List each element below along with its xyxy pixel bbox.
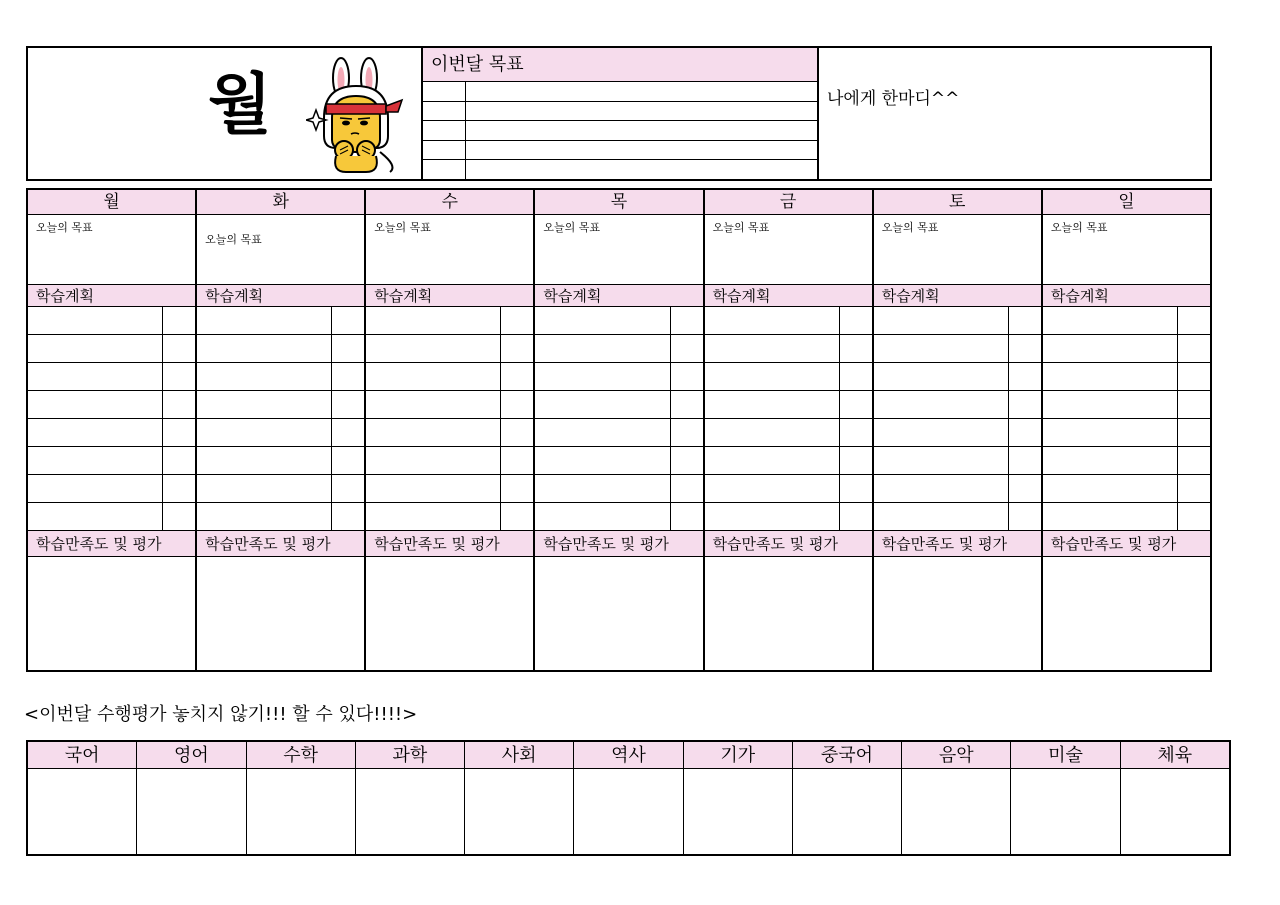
day-goal-box[interactable] (535, 215, 702, 285)
day-goal-label: 오늘의 목표 (1050, 221, 1108, 234)
day-goal-label: 오늘의 목표 (543, 221, 601, 234)
plan-row (366, 363, 533, 391)
plan-check-cell[interactable] (840, 307, 872, 334)
plan-row (705, 503, 872, 530)
plan-item-cell[interactable] (366, 335, 501, 362)
subject-column (1121, 742, 1229, 854)
subject-name: 음악 (902, 742, 1010, 769)
plan-label: 학습계획 (535, 285, 702, 307)
plan-row (366, 391, 533, 419)
plan-row (874, 391, 1041, 419)
month-cell (28, 48, 423, 179)
day-goal-box[interactable] (366, 215, 533, 285)
subject-name: 기가 (684, 742, 792, 769)
monthly-goal-box (423, 48, 819, 179)
plan-row (874, 503, 1041, 530)
plan-table (705, 307, 872, 531)
plan-row (28, 307, 195, 335)
day-goal-box[interactable] (1043, 215, 1210, 285)
plan-item-cell[interactable] (366, 447, 501, 474)
subject-notes-cell[interactable] (28, 769, 136, 854)
plan-item-cell[interactable] (705, 363, 840, 390)
plan-item-cell[interactable] (705, 419, 840, 446)
assessment-title: <이번달 수행평가 놓치지 않기!!! 할 수 있다!!!!> (24, 704, 418, 725)
subject-assessment-table (26, 740, 1231, 856)
day-name: 목 (535, 190, 702, 215)
plan-row (197, 391, 364, 419)
plan-row (366, 447, 533, 475)
subject-column (793, 742, 902, 854)
evaluation-label: 학습만족도 및 평가 (535, 531, 702, 557)
plan-item-cell[interactable] (366, 363, 501, 390)
plan-row (1043, 335, 1210, 363)
plan-check-cell[interactable] (1009, 447, 1041, 474)
plan-table (1043, 307, 1210, 531)
day-name: 화 (197, 190, 364, 215)
plan-row (874, 335, 1041, 363)
plan-label: 학습계획 (366, 285, 533, 307)
subject-column (574, 742, 683, 854)
plan-check-cell[interactable] (332, 307, 364, 334)
goal-check-cell[interactable] (423, 121, 466, 140)
goal-row (423, 121, 817, 141)
day-name: 토 (874, 190, 1041, 215)
plan-check-cell[interactable] (671, 503, 703, 530)
plan-check-cell[interactable] (1009, 363, 1041, 390)
evaluation-box[interactable] (705, 557, 872, 670)
plan-row (1043, 307, 1210, 335)
day-column (366, 190, 535, 670)
plan-check-cell[interactable] (501, 391, 533, 418)
evaluation-label: 학습만족도 및 평가 (197, 531, 364, 557)
goal-check-cell[interactable] (423, 141, 466, 160)
plan-check-cell[interactable] (1178, 503, 1210, 530)
plan-row (874, 475, 1041, 503)
plan-check-cell[interactable] (1009, 419, 1041, 446)
subject-name: 역사 (574, 742, 682, 769)
plan-item-cell[interactable] (874, 447, 1009, 474)
plan-table (535, 307, 702, 531)
day-name: 일 (1043, 190, 1210, 215)
subject-notes-cell[interactable] (1011, 769, 1119, 854)
plan-check-cell[interactable] (1178, 363, 1210, 390)
subject-notes-cell[interactable] (465, 769, 573, 854)
plan-row (28, 335, 195, 363)
plan-row (705, 307, 872, 335)
plan-row (535, 475, 702, 503)
plan-row (1043, 419, 1210, 447)
plan-row (535, 363, 702, 391)
evaluation-label: 학습만족도 및 평가 (1043, 531, 1210, 557)
plan-item-cell[interactable] (705, 503, 840, 530)
plan-row (197, 447, 364, 475)
evaluation-box[interactable] (28, 557, 195, 670)
plan-item-cell[interactable] (874, 363, 1009, 390)
plan-check-cell[interactable] (163, 335, 195, 362)
goal-check-cell[interactable] (423, 102, 466, 121)
day-goal-box[interactable] (197, 215, 364, 285)
plan-item-cell[interactable] (874, 391, 1009, 418)
plan-table (197, 307, 364, 531)
plan-check-cell[interactable] (840, 391, 872, 418)
plan-item-cell[interactable] (874, 307, 1009, 334)
goal-text-cell[interactable] (466, 160, 817, 179)
day-goal-label: 오늘의 목표 (205, 233, 262, 246)
day-column (535, 190, 704, 670)
plan-check-cell[interactable] (163, 419, 195, 446)
goal-check-cell[interactable] (423, 82, 466, 101)
plan-item-cell[interactable] (366, 419, 501, 446)
monthly-goal-title: 이번달 목표 (423, 48, 817, 82)
goal-text-cell[interactable] (466, 102, 817, 121)
subject-name: 체육 (1121, 742, 1229, 769)
plan-check-cell[interactable] (840, 419, 872, 446)
plan-check-cell[interactable] (163, 363, 195, 390)
plan-row (874, 307, 1041, 335)
plan-check-cell[interactable] (332, 363, 364, 390)
plan-check-cell[interactable] (1009, 503, 1041, 530)
plan-row (535, 391, 702, 419)
plan-row (1043, 391, 1210, 419)
plan-item-cell[interactable] (1043, 447, 1178, 474)
plan-row (197, 307, 364, 335)
header-panel (26, 46, 1212, 181)
plan-check-cell[interactable] (671, 363, 703, 390)
plan-item-cell[interactable] (1043, 307, 1178, 334)
plan-item-cell[interactable] (197, 363, 332, 390)
day-goal-label: 오늘의 목표 (374, 221, 431, 234)
plan-row (28, 363, 195, 391)
plan-row (535, 503, 702, 530)
evaluation-box[interactable] (535, 557, 702, 670)
plan-check-cell[interactable] (671, 447, 703, 474)
goal-text-cell[interactable] (466, 141, 817, 160)
plan-check-cell[interactable] (1009, 307, 1041, 334)
plan-row (197, 363, 364, 391)
day-column (197, 190, 366, 670)
plan-check-cell[interactable] (163, 503, 195, 530)
month-label: 월 (208, 66, 270, 143)
plan-item-cell[interactable] (535, 391, 670, 418)
plan-item-cell[interactable] (197, 419, 332, 446)
subject-notes-cell[interactable] (137, 769, 245, 854)
plan-row (366, 503, 533, 530)
plan-check-cell[interactable] (501, 335, 533, 362)
plan-row (366, 475, 533, 503)
subject-column (902, 742, 1011, 854)
plan-row (1043, 363, 1210, 391)
plan-row (366, 419, 533, 447)
plan-item-cell[interactable] (28, 307, 163, 334)
plan-row (535, 419, 702, 447)
day-goal-label: 오늘의 목표 (881, 221, 939, 234)
plan-item-cell[interactable] (535, 419, 670, 446)
plan-item-cell[interactable] (366, 307, 501, 334)
plan-check-cell[interactable] (163, 475, 195, 502)
plan-check-cell[interactable] (332, 391, 364, 418)
plan-check-cell[interactable] (501, 503, 533, 530)
day-column (874, 190, 1043, 670)
plan-check-cell[interactable] (332, 447, 364, 474)
plan-check-cell[interactable] (1178, 335, 1210, 362)
subject-notes-cell[interactable] (793, 769, 901, 854)
plan-row (197, 475, 364, 503)
subject-name: 미술 (1011, 742, 1119, 769)
plan-check-cell[interactable] (671, 475, 703, 502)
plan-row (366, 335, 533, 363)
goal-row (423, 141, 817, 161)
plan-item-cell[interactable] (1043, 363, 1178, 390)
plan-item-cell[interactable] (1043, 335, 1178, 362)
plan-row (705, 335, 872, 363)
plan-item-cell[interactable] (197, 447, 332, 474)
self-note-box[interactable] (819, 48, 1210, 179)
subject-column (465, 742, 574, 854)
evaluation-box[interactable] (874, 557, 1041, 670)
plan-check-cell[interactable] (840, 503, 872, 530)
plan-check-cell[interactable] (1009, 391, 1041, 418)
day-column (1043, 190, 1210, 670)
plan-item-cell[interactable] (366, 503, 501, 530)
weekly-planner (26, 188, 1212, 672)
plan-row (535, 447, 702, 475)
plan-row (705, 447, 872, 475)
plan-item-cell[interactable] (705, 307, 840, 334)
plan-check-cell[interactable] (1178, 419, 1210, 446)
plan-check-cell[interactable] (840, 363, 872, 390)
plan-row (1043, 475, 1210, 503)
evaluation-label: 학습만족도 및 평가 (366, 531, 533, 557)
subject-notes-cell[interactable] (574, 769, 682, 854)
plan-item-cell[interactable] (28, 391, 163, 418)
plan-row (705, 475, 872, 503)
plan-check-cell[interactable] (332, 335, 364, 362)
plan-check-cell[interactable] (163, 307, 195, 334)
subject-notes-cell[interactable] (247, 769, 355, 854)
evaluation-box[interactable] (197, 557, 364, 670)
plan-row (874, 419, 1041, 447)
goal-text-cell[interactable] (466, 121, 817, 140)
plan-row (874, 363, 1041, 391)
plan-row (366, 307, 533, 335)
plan-check-cell[interactable] (671, 307, 703, 334)
subject-column (28, 742, 137, 854)
plan-row (535, 335, 702, 363)
plan-item-cell[interactable] (366, 391, 501, 418)
plan-item-cell[interactable] (28, 363, 163, 390)
subject-column (356, 742, 465, 854)
day-goal-box[interactable] (28, 215, 195, 285)
plan-check-cell[interactable] (1178, 475, 1210, 502)
day-column (705, 190, 874, 670)
day-goal-label: 오늘의 목표 (36, 221, 93, 234)
day-goal-label: 오늘의 목표 (712, 221, 770, 234)
plan-row (28, 447, 195, 475)
plan-check-cell[interactable] (1178, 391, 1210, 418)
plan-check-cell[interactable] (332, 419, 364, 446)
subject-name: 국어 (28, 742, 136, 769)
plan-item-cell[interactable] (366, 475, 501, 502)
plan-check-cell[interactable] (501, 307, 533, 334)
plan-check-cell[interactable] (671, 391, 703, 418)
plan-item-cell[interactable] (28, 419, 163, 446)
plan-check-cell[interactable] (1178, 307, 1210, 334)
day-name: 수 (366, 190, 533, 215)
plan-row (1043, 447, 1210, 475)
rabbit-headband-mascot-icon (306, 56, 406, 174)
plan-item-cell[interactable] (535, 307, 670, 334)
plan-item-cell[interactable] (197, 503, 332, 530)
evaluation-box[interactable] (1043, 557, 1210, 670)
plan-item-cell[interactable] (705, 335, 840, 362)
plan-check-cell[interactable] (332, 503, 364, 530)
goal-row (423, 160, 817, 179)
subject-column (1011, 742, 1120, 854)
plan-item-cell[interactable] (874, 475, 1009, 502)
plan-item-cell[interactable] (705, 447, 840, 474)
plan-check-cell[interactable] (332, 475, 364, 502)
plan-item-cell[interactable] (535, 447, 670, 474)
plan-item-cell[interactable] (535, 335, 670, 362)
plan-table (874, 307, 1041, 531)
plan-label: 학습계획 (1043, 285, 1210, 307)
goal-text-cell[interactable] (466, 82, 817, 101)
day-goal-box[interactable] (874, 215, 1041, 285)
plan-row (28, 391, 195, 419)
plan-check-cell[interactable] (1009, 475, 1041, 502)
plan-check-cell[interactable] (501, 419, 533, 446)
plan-item-cell[interactable] (874, 503, 1009, 530)
plan-label: 학습계획 (197, 285, 364, 307)
plan-row (1043, 503, 1210, 530)
plan-check-cell[interactable] (1009, 335, 1041, 362)
plan-item-cell[interactable] (874, 419, 1009, 446)
plan-check-cell[interactable] (163, 391, 195, 418)
goal-row (423, 82, 817, 102)
plan-row (705, 419, 872, 447)
day-name: 월 (28, 190, 195, 215)
plan-check-cell[interactable] (501, 447, 533, 474)
evaluation-label: 학습만족도 및 평가 (28, 531, 195, 557)
plan-label: 학습계획 (28, 285, 195, 307)
subject-column (247, 742, 356, 854)
plan-row (197, 419, 364, 447)
subject-name: 중국어 (793, 742, 901, 769)
subject-notes-cell[interactable] (902, 769, 1010, 854)
plan-row (28, 475, 195, 503)
plan-check-cell[interactable] (1178, 447, 1210, 474)
plan-item-cell[interactable] (535, 503, 670, 530)
day-name: 금 (705, 190, 872, 215)
plan-item-cell[interactable] (197, 391, 332, 418)
plan-row (197, 503, 364, 530)
plan-check-cell[interactable] (671, 335, 703, 362)
plan-check-cell[interactable] (163, 447, 195, 474)
subject-name: 과학 (356, 742, 464, 769)
plan-item-cell[interactable] (1043, 475, 1178, 502)
subject-name: 사회 (465, 742, 573, 769)
self-note-label: 나에게 한마디^^ (827, 89, 960, 109)
plan-table (28, 307, 195, 531)
plan-item-cell[interactable] (197, 335, 332, 362)
plan-label: 학습계획 (874, 285, 1041, 307)
plan-item-cell[interactable] (1043, 419, 1178, 446)
plan-check-cell[interactable] (501, 363, 533, 390)
plan-item-cell[interactable] (535, 363, 670, 390)
plan-label: 학습계획 (705, 285, 872, 307)
day-goal-box[interactable] (705, 215, 872, 285)
subject-column (137, 742, 246, 854)
plan-table (366, 307, 533, 531)
goal-check-cell[interactable] (423, 160, 466, 179)
evaluation-label: 학습만족도 및 평가 (705, 531, 872, 557)
plan-row (705, 363, 872, 391)
subject-name: 영어 (137, 742, 245, 769)
plan-item-cell[interactable] (197, 307, 332, 334)
plan-check-cell[interactable] (671, 419, 703, 446)
evaluation-box[interactable] (366, 557, 533, 670)
plan-row (874, 447, 1041, 475)
plan-item-cell[interactable] (28, 335, 163, 362)
plan-row (28, 503, 195, 530)
plan-check-cell[interactable] (840, 447, 872, 474)
subject-column (684, 742, 793, 854)
plan-item-cell[interactable] (28, 475, 163, 502)
subject-notes-cell[interactable] (1121, 769, 1229, 854)
plan-row (28, 419, 195, 447)
plan-check-cell[interactable] (501, 475, 533, 502)
plan-item-cell[interactable] (1043, 503, 1178, 530)
plan-row (705, 391, 872, 419)
plan-item-cell[interactable] (705, 391, 840, 418)
plan-check-cell[interactable] (840, 475, 872, 502)
goal-row (423, 102, 817, 122)
subject-notes-cell[interactable] (356, 769, 464, 854)
evaluation-label: 학습만족도 및 평가 (874, 531, 1041, 557)
plan-row (197, 335, 364, 363)
plan-item-cell[interactable] (535, 475, 670, 502)
plan-item-cell[interactable] (874, 335, 1009, 362)
plan-item-cell[interactable] (705, 475, 840, 502)
subject-name: 수학 (247, 742, 355, 769)
plan-item-cell[interactable] (28, 503, 163, 530)
subject-notes-cell[interactable] (684, 769, 792, 854)
day-column (28, 190, 197, 670)
plan-item-cell[interactable] (28, 447, 163, 474)
plan-item-cell[interactable] (197, 475, 332, 502)
plan-check-cell[interactable] (840, 335, 872, 362)
plan-row (535, 307, 702, 335)
plan-item-cell[interactable] (1043, 391, 1178, 418)
